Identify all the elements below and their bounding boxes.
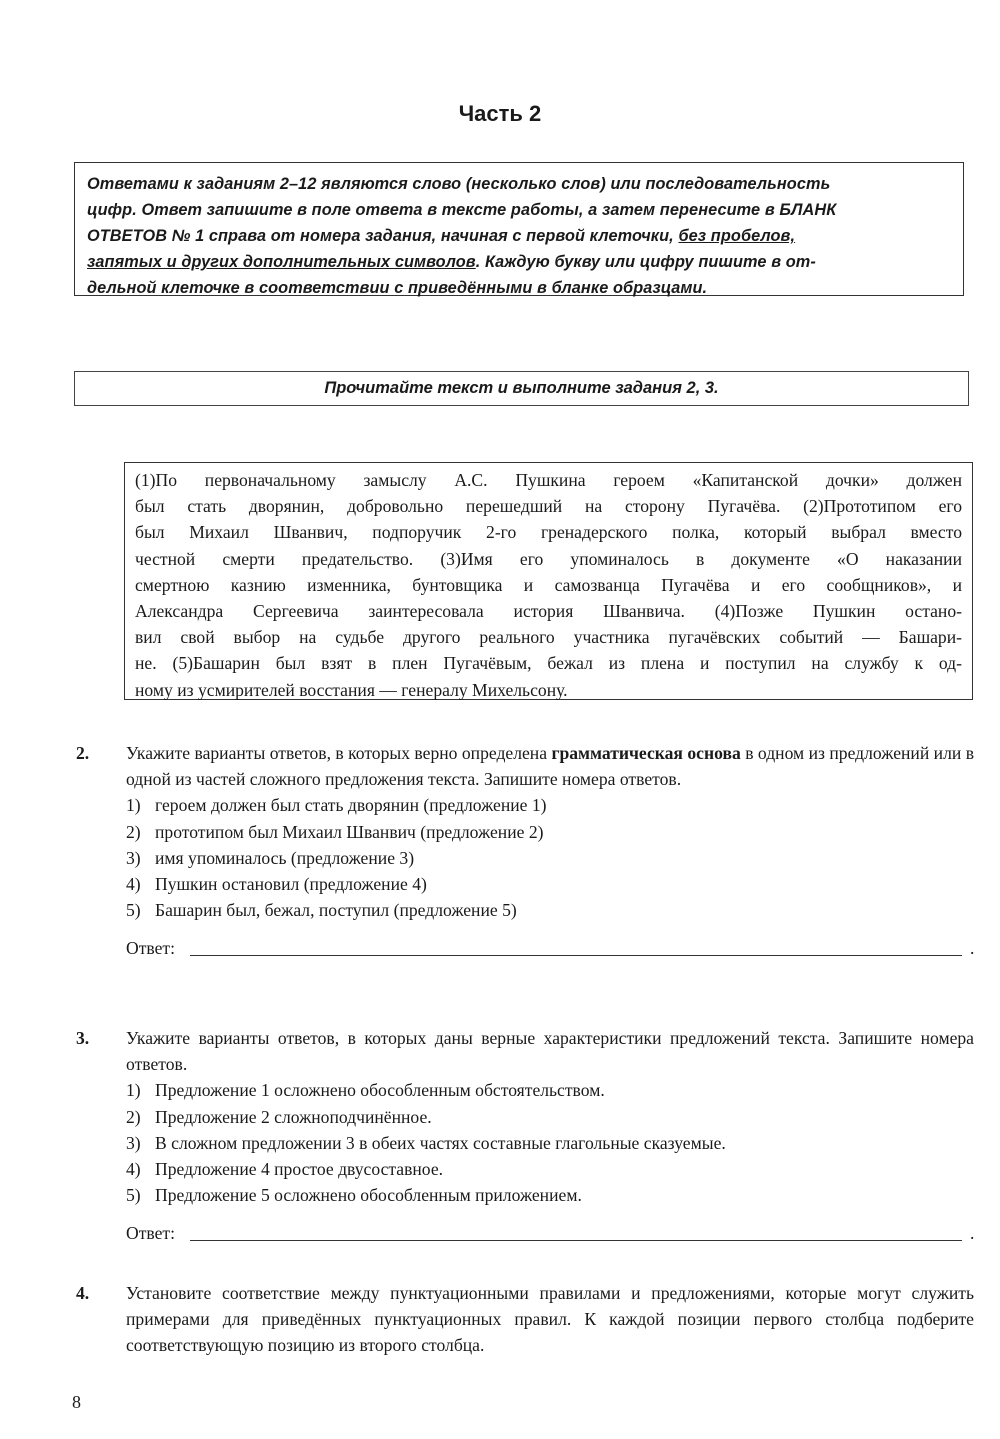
instructions-underlined-text: без пробелов,: [678, 227, 796, 245]
instructions-line: цифр. Ответ запишите в поле ответа в тексте работы, а затем перенесите в БЛАНК: [87, 201, 837, 219]
task-number: 2.: [76, 743, 90, 763]
option-text: прототипом был Михаил Шванвич (предложение 2): [155, 821, 544, 842]
answer-option: [126, 1130, 974, 1156]
instructions-line: [87, 223, 954, 249]
reading-text-line: ному из усмирителей восстания — генералу Михельсону.: [135, 679, 568, 700]
option-text: Предложение 1 осложнено обособленным обстоятельством.: [155, 1080, 605, 1101]
option-number: 5): [126, 900, 141, 921]
option-text: Пушкин остановил (предложение 4): [155, 874, 427, 895]
reading-text-line: был Михаил Шванвич, подпоручик 2-го гренадерского полка, который выбрал вместо: [135, 522, 962, 543]
option-number: 1): [126, 1080, 141, 1101]
option-number: 1): [126, 795, 141, 816]
answer-end-dot: .: [970, 1223, 975, 1244]
reading-text-box: [124, 462, 973, 700]
answer-field[interactable]: [190, 955, 962, 956]
option-number: 2): [126, 1106, 141, 1127]
task-prompt-text: в одном из предложений или в одной из частей сложного предложения текста. Запишите номера ответов.: [126, 743, 975, 790]
option-text: Предложение 4 простое двусоставное.: [155, 1159, 444, 1180]
reading-text-line: Александра Сергеевича заинтересовала история Шванвича. (4)Позже Пушкин остано-: [135, 601, 962, 622]
answer-option: [126, 871, 974, 897]
task-prompt: Укажите варианты ответов, в которых даны верные характеристики предложений текста. Запишите номера ответов.: [126, 1028, 974, 1075]
answer-row: [126, 935, 974, 961]
task-prompt-bold: грамматическая основа: [551, 743, 741, 763]
option-number: 4): [126, 1159, 141, 1180]
answer-row: [126, 1220, 974, 1246]
instructions-line: дельной клеточке в соответствии с приведёнными в бланке образцами.: [87, 279, 708, 297]
reading-text-line: вил свой выбор на судьбе другого реального участника пугачёвских событий — Башари-: [135, 627, 962, 648]
instructions-line: [87, 249, 954, 275]
instructions-box: [74, 162, 964, 296]
answer-label: Ответ:: [126, 1223, 175, 1244]
answer-option: [126, 897, 974, 923]
instructions-text: ОТВЕТОВ № 1 справа от номера задания, начиная с первой клеточки,: [87, 227, 679, 245]
answer-label: Ответ:: [126, 938, 175, 959]
page-number: 8: [72, 1392, 81, 1412]
option-number: 4): [126, 874, 141, 895]
instructions-text: . Каждую букву или цифру пишите в от-: [475, 253, 816, 271]
reading-text-line: честной смерти предательство. (3)Имя его упоминалось в документе «О наказании: [135, 548, 962, 569]
option-text: имя упоминалось (предложение 3): [155, 847, 415, 868]
task-body: [126, 740, 974, 961]
instructions-line: Ответами к заданиям 2–12 являются слово (несколько слов) или последовательность: [87, 175, 831, 193]
answer-field[interactable]: [190, 1240, 962, 1241]
option-text: героем должен был стать дворянин (предложение 1): [155, 795, 547, 816]
option-text: Предложение 2 сложноподчинённое.: [155, 1106, 432, 1127]
reading-text-line: был стать дворянин, добровольно перешедший на сторону Пугачёва. (2)Прототипом его: [135, 496, 962, 517]
instructions-underlined-text: запятых и других дополнительных символов: [87, 253, 476, 271]
reading-text-line: (1)По первоначальному замыслу А.С. Пушкина героем «Капитанской дочки» должен: [135, 470, 962, 490]
reading-text-line: смертною казнию изменника, бунтовщика и самозванца Пугачёва и его сообщников», и: [135, 574, 962, 595]
option-text: В сложном предложении 3 в обеих частях составные глагольные сказуемые.: [155, 1132, 726, 1153]
task-prompt-text: Укажите варианты ответов, в которых верно определена: [126, 743, 552, 763]
option-text: Башарин был, бежал, поступил (предложение 5): [155, 900, 517, 921]
task-prompt: [126, 740, 974, 792]
read-prompt-box: Прочитайте текст и выполните задания 2, 3.: [74, 371, 969, 406]
answer-option: [126, 845, 974, 871]
task-number: 4.: [76, 1283, 90, 1303]
answer-option: [126, 1182, 974, 1208]
task-body: [126, 1280, 974, 1359]
task-number: 3.: [76, 1028, 90, 1048]
option-number: 3): [126, 847, 141, 868]
task-body: [126, 1025, 974, 1246]
option-number: 3): [126, 1132, 141, 1153]
answer-option: [126, 1104, 974, 1130]
task-prompt: Установите соответствие между пунктуационными правилами и предложениями, которые могут служить примерами для приведённых пунктуационных правил. К каждой позиции первого столбца подберите соответствующую позицию из второго столбца.: [126, 1283, 974, 1356]
answer-option: [126, 819, 974, 845]
option-number: 5): [126, 1185, 141, 1206]
answer-end-dot: .: [970, 938, 975, 959]
answer-option: [126, 1077, 974, 1103]
option-text: Предложение 5 осложнено обособленным приложением.: [155, 1185, 582, 1206]
option-number: 2): [126, 821, 141, 842]
part-title: Часть 2: [458, 101, 542, 126]
answer-option: [126, 792, 974, 818]
answer-option: [126, 1156, 974, 1182]
reading-text-line: не. (5)Башарин был взят в плен Пугачёвым, бежал из плена и поступил на службу к од-: [135, 653, 962, 674]
